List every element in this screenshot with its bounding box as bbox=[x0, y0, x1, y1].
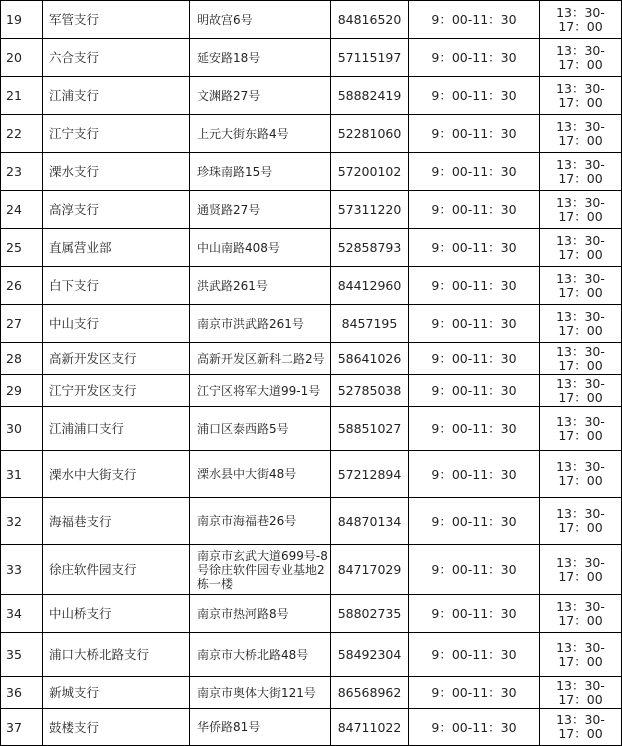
row-number: 29 bbox=[1, 375, 43, 407]
branch-phone: 52858793 bbox=[331, 229, 409, 267]
afternoon-end: 17：00 bbox=[558, 568, 603, 584]
morning-hours: 9：00-11：30 bbox=[409, 1, 540, 39]
afternoon-hours bbox=[540, 709, 622, 746]
afternoon-hours bbox=[540, 1, 622, 39]
afternoon-start: 13：30- bbox=[556, 343, 605, 359]
branch-phone: 84717029 bbox=[331, 545, 409, 595]
branch-phone: 84816520 bbox=[331, 1, 409, 39]
branch-address: 上元大街东路4号 bbox=[190, 115, 331, 153]
afternoon-start: 13：30- bbox=[556, 156, 605, 172]
branch-name: 浦口大桥北路支行 bbox=[43, 633, 190, 677]
branch-address: 浦口区泰西路5号 bbox=[190, 407, 331, 451]
branch-phone: 58492304 bbox=[331, 633, 409, 677]
afternoon-hours bbox=[540, 498, 622, 545]
branch-phone: 57115197 bbox=[331, 39, 409, 77]
table-row bbox=[1, 77, 622, 115]
branch-phone: 84870134 bbox=[331, 498, 409, 545]
branch-address: 珍珠南路15号 bbox=[190, 153, 331, 191]
row-number: 36 bbox=[1, 677, 43, 709]
afternoon-end: 17：00 bbox=[558, 56, 603, 72]
afternoon-hours bbox=[540, 451, 622, 498]
morning-hours: 9：00-11：30 bbox=[409, 498, 540, 545]
table-row bbox=[1, 229, 622, 267]
branch-name: 江浦浦口支行 bbox=[43, 407, 190, 451]
table-row bbox=[1, 1, 622, 39]
afternoon-hours bbox=[540, 229, 622, 267]
afternoon-hours bbox=[540, 343, 622, 375]
afternoon-start: 13：30- bbox=[556, 639, 605, 655]
morning-hours: 9：00-11：30 bbox=[409, 709, 540, 746]
afternoon-hours bbox=[540, 677, 622, 709]
afternoon-end: 17：00 bbox=[558, 18, 603, 34]
afternoon-start: 13：30- bbox=[556, 194, 605, 210]
afternoon-end: 17：00 bbox=[558, 170, 603, 186]
afternoon-hours bbox=[540, 305, 622, 343]
branch-address: 华侨路81号 bbox=[190, 709, 331, 746]
afternoon-start: 13：30- bbox=[556, 80, 605, 96]
morning-hours: 9：00-11：30 bbox=[409, 39, 540, 77]
row-number: 33 bbox=[1, 545, 43, 595]
afternoon-start: 13：30- bbox=[556, 118, 605, 134]
branch-phone: 58882419 bbox=[331, 77, 409, 115]
morning-hours: 9：00-11：30 bbox=[409, 677, 540, 709]
afternoon-hours bbox=[540, 633, 622, 677]
afternoon-start: 13：30- bbox=[556, 677, 605, 693]
afternoon-start: 13：30- bbox=[556, 4, 605, 20]
row-number: 25 bbox=[1, 229, 43, 267]
branch-address: 溧水县中大街48号 bbox=[190, 451, 331, 498]
afternoon-hours bbox=[540, 407, 622, 451]
afternoon-start: 13：30- bbox=[556, 554, 605, 570]
afternoon-end: 17：00 bbox=[558, 284, 603, 300]
morning-hours: 9：00-11：30 bbox=[409, 305, 540, 343]
table-row bbox=[1, 343, 622, 375]
row-number: 30 bbox=[1, 407, 43, 451]
afternoon-start: 13：30- bbox=[556, 270, 605, 286]
table-row bbox=[1, 407, 622, 451]
morning-hours: 9：00-11：30 bbox=[409, 595, 540, 633]
afternoon-hours bbox=[540, 39, 622, 77]
afternoon-start: 13：30- bbox=[556, 42, 605, 58]
morning-hours: 9：00-11：30 bbox=[409, 375, 540, 407]
afternoon-hours bbox=[540, 153, 622, 191]
afternoon-end: 17：00 bbox=[558, 653, 603, 669]
branch-phone: 57311220 bbox=[331, 191, 409, 229]
morning-hours: 9：00-11：30 bbox=[409, 545, 540, 595]
table-row bbox=[1, 153, 622, 191]
branch-phone: 8457195 bbox=[331, 305, 409, 343]
afternoon-start: 13：30- bbox=[556, 459, 605, 474]
afternoon-hours bbox=[540, 267, 622, 305]
branch-address: 中山南路408号 bbox=[190, 229, 331, 267]
row-number: 28 bbox=[1, 343, 43, 375]
branch-name: 高新开发区支行 bbox=[43, 343, 190, 375]
branch-name: 海福巷支行 bbox=[43, 498, 190, 545]
row-number: 34 bbox=[1, 595, 43, 633]
table-row bbox=[1, 709, 622, 746]
branch-name: 鼓楼支行 bbox=[43, 709, 190, 746]
branch-address: 南京市大桥北路48号 bbox=[190, 633, 331, 677]
branch-address: 南京市洪武路261号 bbox=[190, 305, 331, 343]
afternoon-end: 17：00 bbox=[558, 132, 603, 148]
table-row bbox=[1, 545, 622, 595]
afternoon-start: 13：30- bbox=[556, 712, 605, 727]
afternoon-end: 17：00 bbox=[558, 208, 603, 224]
afternoon-start: 13：30- bbox=[556, 308, 605, 324]
afternoon-start: 13：30- bbox=[556, 506, 605, 521]
row-number: 27 bbox=[1, 305, 43, 343]
branch-name: 江宁支行 bbox=[43, 115, 190, 153]
afternoon-start: 13：30- bbox=[556, 598, 605, 614]
table-row bbox=[1, 305, 622, 343]
branch-table-body bbox=[1, 1, 622, 746]
morning-hours: 9：00-11：30 bbox=[409, 343, 540, 375]
afternoon-start: 13：30- bbox=[556, 375, 605, 391]
morning-hours: 9：00-11：30 bbox=[409, 153, 540, 191]
branch-name: 中山桥支行 bbox=[43, 595, 190, 633]
table-row bbox=[1, 191, 622, 229]
branch-address: 南京市奥体大街121号 bbox=[190, 677, 331, 709]
afternoon-end: 17：00 bbox=[558, 520, 603, 535]
branch-name: 徐庄软件园支行 bbox=[43, 545, 190, 595]
row-number: 37 bbox=[1, 709, 43, 746]
afternoon-hours bbox=[540, 595, 622, 633]
branch-name: 军管支行 bbox=[43, 1, 190, 39]
afternoon-end: 17：00 bbox=[558, 389, 603, 405]
morning-hours: 9：00-11：30 bbox=[409, 229, 540, 267]
branch-address: 文渊路27号 bbox=[190, 77, 331, 115]
afternoon-end: 17：00 bbox=[558, 473, 603, 488]
table-row bbox=[1, 375, 622, 407]
branch-phone: 84412960 bbox=[331, 267, 409, 305]
branch-address: 江宁区将军大道99-1号 bbox=[190, 375, 331, 407]
branch-phone: 57200102 bbox=[331, 153, 409, 191]
table-row bbox=[1, 595, 622, 633]
row-number: 20 bbox=[1, 39, 43, 77]
table-row bbox=[1, 498, 622, 545]
branch-phone: 58802735 bbox=[331, 595, 409, 633]
afternoon-end: 17：00 bbox=[558, 691, 603, 707]
morning-hours: 9：00-11：30 bbox=[409, 451, 540, 498]
table-row bbox=[1, 267, 622, 305]
branch-name: 溧水中大街支行 bbox=[43, 451, 190, 498]
branch-address: 洪武路261号 bbox=[190, 267, 331, 305]
afternoon-hours bbox=[540, 191, 622, 229]
branch-address: 南京市热河路8号 bbox=[190, 595, 331, 633]
morning-hours: 9：00-11：30 bbox=[409, 267, 540, 305]
morning-hours: 9：00-11：30 bbox=[409, 115, 540, 153]
branch-name: 江宁开发区支行 bbox=[43, 375, 190, 407]
branch-name: 中山支行 bbox=[43, 305, 190, 343]
afternoon-end: 17：00 bbox=[558, 612, 603, 628]
row-number: 35 bbox=[1, 633, 43, 677]
branch-address: 高新开发区新科二路2号 bbox=[190, 343, 331, 375]
branch-phone: 58851027 bbox=[331, 407, 409, 451]
afternoon-end: 17：00 bbox=[558, 427, 603, 443]
afternoon-hours bbox=[540, 77, 622, 115]
branch-name: 直属营业部 bbox=[43, 229, 190, 267]
afternoon-end: 17：00 bbox=[558, 94, 603, 110]
row-number: 26 bbox=[1, 267, 43, 305]
branch-address: 明故宫6号 bbox=[190, 1, 331, 39]
afternoon-end: 17：00 bbox=[558, 246, 603, 262]
row-number: 31 bbox=[1, 451, 43, 498]
morning-hours: 9：00-11：30 bbox=[409, 407, 540, 451]
branch-name: 溧水支行 bbox=[43, 153, 190, 191]
row-number: 19 bbox=[1, 1, 43, 39]
afternoon-end: 17：00 bbox=[558, 726, 603, 741]
branch-name: 新城支行 bbox=[43, 677, 190, 709]
branch-phone: 52281060 bbox=[331, 115, 409, 153]
branch-phone: 57212894 bbox=[331, 451, 409, 498]
afternoon-hours bbox=[540, 375, 622, 407]
branch-name: 六合支行 bbox=[43, 39, 190, 77]
row-number: 23 bbox=[1, 153, 43, 191]
morning-hours: 9：00-11：30 bbox=[409, 191, 540, 229]
afternoon-hours bbox=[540, 545, 622, 595]
table-row bbox=[1, 633, 622, 677]
branch-phone: 86568962 bbox=[331, 677, 409, 709]
morning-hours: 9：00-11：30 bbox=[409, 77, 540, 115]
row-number: 24 bbox=[1, 191, 43, 229]
branch-name: 高淳支行 bbox=[43, 191, 190, 229]
branch-phone: 58641026 bbox=[331, 343, 409, 375]
afternoon-hours bbox=[540, 115, 622, 153]
afternoon-end: 17：00 bbox=[558, 357, 603, 373]
branch-phone: 84711022 bbox=[331, 709, 409, 746]
afternoon-start: 13：30- bbox=[556, 413, 605, 429]
afternoon-start: 13：30- bbox=[556, 232, 605, 248]
row-number: 32 bbox=[1, 498, 43, 545]
table-row bbox=[1, 451, 622, 498]
branch-phone: 52785038 bbox=[331, 375, 409, 407]
afternoon-end: 17：00 bbox=[558, 322, 603, 338]
table-row bbox=[1, 677, 622, 709]
branch-address: 南京市海福巷26号 bbox=[190, 498, 331, 545]
row-number: 21 bbox=[1, 77, 43, 115]
branch-name: 江浦支行 bbox=[43, 77, 190, 115]
branch-address: 延安路18号 bbox=[190, 39, 331, 77]
branch-address: 通贤路27号 bbox=[190, 191, 331, 229]
table-row bbox=[1, 115, 622, 153]
row-number: 22 bbox=[1, 115, 43, 153]
branch-address: 南京市玄武大道699号-8号徐庄软件园专业基地2栋一楼 bbox=[190, 545, 331, 595]
branch-name: 白下支行 bbox=[43, 267, 190, 305]
morning-hours: 9：00-11：30 bbox=[409, 633, 540, 677]
table-row bbox=[1, 39, 622, 77]
